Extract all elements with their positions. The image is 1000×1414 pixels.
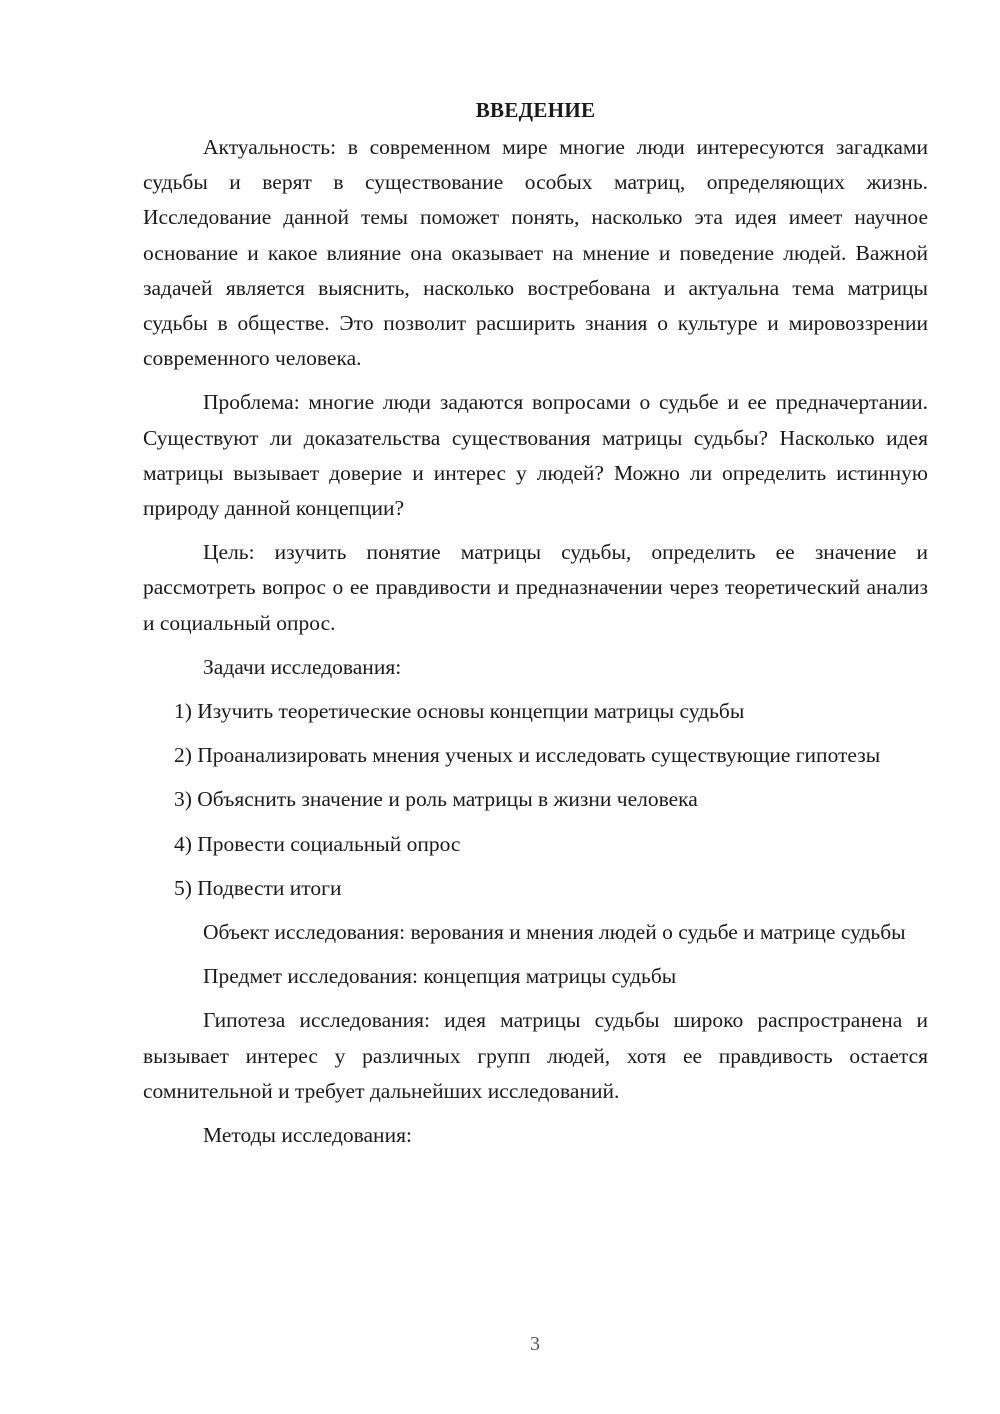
paragraph-object: Объект исследования: верования и мнения людей о судьбе и матрице судьбы <box>203 920 906 945</box>
paragraph-subject: Предмет исследования: концепция матрицы судьбы <box>203 964 677 989</box>
paragraph-goal: Цель: изучить понятие матрицы судьбы, определить ее значение и рассмотреть вопрос о ее правдивости и предназначении через теоретический анализ и социальный опрос. <box>143 540 928 635</box>
page-title: ВВЕДЕНИЕ <box>475 98 596 122</box>
list-item-task-4: 4) Провести социальный опрос <box>174 831 461 856</box>
list-item-task-3: 3) Объяснить значение и роль матрицы в жизни человека <box>174 787 698 812</box>
paragraph-tasks-heading: Задачи исследования: <box>203 654 402 679</box>
paragraph-problem: Проблема: многие люди задаются вопросами о судьбе и ее предначертании. Существуют ли доказательства существования матрицы судьбы? Насколько идея матрицы вызывает доверие и интерес у людей? Можно ли определить истинную природу данной концепции? <box>143 390 928 521</box>
list-item-task-5: 5) Подвести итоги <box>174 875 342 900</box>
list-item-task-1: 1) Изучить теоретические основы концепции матрицы судьбы <box>174 699 745 724</box>
document-page <box>143 92 928 1153</box>
list-item-task-2: 2) Проанализировать мнения ученых и исследовать существующие гипотезы <box>174 743 881 768</box>
paragraph-methods: Методы исследования: <box>203 1123 412 1148</box>
page-number: 3 <box>530 1333 540 1355</box>
paragraph-hypothesis: Гипотеза исследования: идея матрицы судьбы широко распространена и вызывает интерес у различных групп людей, хотя ее правдивость остается сомнительной и требует дальнейших исследований. <box>143 1008 928 1103</box>
paragraph-relevance: Актуальность: в современном мире многие люди интересуются загадками судьбы и верят в существование особых матриц, определяющих жизнь. Исследование данной темы поможет понять, насколько эта идея имеет научное основание и какое влияние она оказывает на мнение и поведение людей. Важной задачей является выяснить, насколько востребована и актуальна тема матрицы судьбы в обществе. Это позволит расширить знания о культуре и мировоззрении современного человека. <box>143 135 928 371</box>
